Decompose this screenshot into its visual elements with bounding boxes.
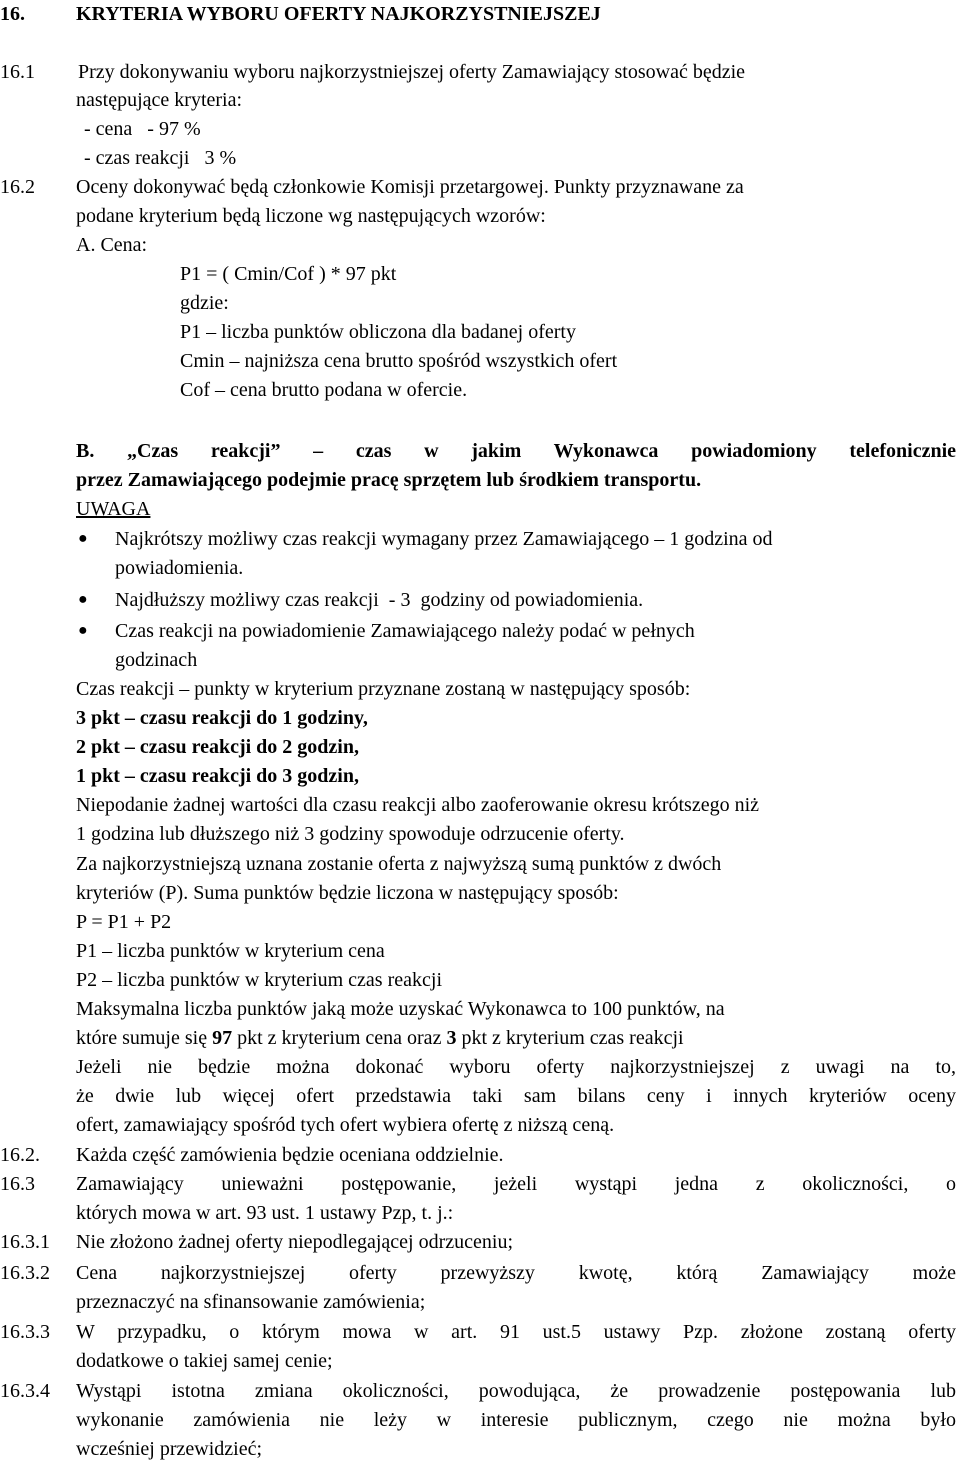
note-bullet2: Najdłuższy możliwy czas reakcji - 3 godziny od powiadomienia. xyxy=(115,589,644,611)
note-bullet1-line2: powiadomienia. xyxy=(115,557,244,579)
sum-def-p1: P1 – liczba punktów w kryterium cena xyxy=(76,940,385,962)
criterion-price: - cena - 97 % xyxy=(84,118,201,140)
section-16-2-number: 16.2 xyxy=(0,176,35,198)
section-16-3-4-number: 16.3.4 xyxy=(0,1380,50,1402)
sum-max-part3: pkt z kryterium czas reakcji xyxy=(456,1027,684,1049)
price-def-cof: Cof – cena brutto podana w ofercie. xyxy=(180,379,468,401)
section-16-3-3-number: 16.3.3 xyxy=(0,1321,50,1343)
reaction-points-2: 2 pkt – czasu reakcji do 2 godzin, xyxy=(76,736,359,758)
tie-rule-line3: ofert, zamawiający spośród tych ofert wybiera ofertę z niższą ceną. xyxy=(76,1114,615,1136)
section-16-1-number: 16.1 xyxy=(0,61,35,83)
bullet-dot-icon: ● xyxy=(78,591,88,608)
bullet-dot-icon: ● xyxy=(78,622,88,639)
section-16-3-3-line1: W przypadku, o którym mowa w art. 91 ust.5 ustawy Pzp. złożone zostaną oferty xyxy=(76,1321,956,1343)
sum-line1: Za najkorzystniejszą uznana zostanie oferta z najwyższą sumą punktów z dwóch xyxy=(76,853,722,875)
tie-rule-line2: że dwie lub więcej ofert przedstawia taki sam bilans ceny i innych kryteriów oceny xyxy=(76,1085,956,1107)
section-16-3-number: 16.3 xyxy=(0,1173,35,1195)
note-bullet1-line1: Najkrótszy możliwy czas reakcji wymagany przez Zamawiającego – 1 godzina od xyxy=(115,528,773,550)
sum-max-part1: które sumuje się xyxy=(76,1027,213,1049)
sum-max-reaction-points: 3 xyxy=(446,1027,457,1049)
section-16-2b-number: 16.2. xyxy=(0,1144,40,1166)
reaction-time-definition-line2: przez Zamawiającego podejmie pracę sprzętem lub środkiem transportu. xyxy=(76,469,702,491)
note-bullet3-line1: Czas reakcji na powiadomienie Zamawiającego należy podać w pełnych xyxy=(115,620,695,642)
price-where: gdzie: xyxy=(180,292,229,314)
heading-title: KRYTERIA WYBORU OFERTY NAJKORZYSTNIEJSZEJ xyxy=(76,3,601,25)
section-16-2-line1: Oceny dokonywać będą członkowie Komisji przetargowej. Punkty przyznawane za xyxy=(76,176,744,198)
section-16-1-line2: następujące kryteria: xyxy=(76,89,243,111)
reaction-points-1: 1 pkt – czasu reakcji do 3 godzin, xyxy=(76,765,359,787)
section-16-3-1-text: Nie złożono żadnej oferty niepodlegającej odrzuceniu; xyxy=(76,1231,514,1253)
section-16-3-1-number: 16.3.1 xyxy=(0,1231,50,1253)
reaction-rejection-line1: Niepodanie żadnej wartości dla czasu reakcji albo zaoferowanie okresu krótszego niż xyxy=(76,794,760,816)
criterion-reaction-time: - czas reakcji 3 % xyxy=(84,147,237,169)
reaction-time-definition-line1: B. „Czas reakcji” – czas w jakim Wykonawca powiadomiony telefonicznie xyxy=(76,440,956,462)
sum-def-p2: P2 – liczba punktów w kryterium czas reakcji xyxy=(76,969,442,991)
section-16-3-2-line2: przeznaczyć na sfinansowanie zamówienia; xyxy=(76,1291,426,1313)
section-16-2-line2: podane kryterium będą liczone wg następujących wzorów: xyxy=(76,205,546,227)
note-bullet3-line2: godzinach xyxy=(115,649,198,671)
reaction-points-3: 3 pkt – czasu reakcji do 1 godziny, xyxy=(76,707,368,729)
section-16-3-4-line2: wykonanie zamówienia nie leży w interesie publicznym, czego nie można było xyxy=(76,1409,956,1431)
reaction-points-intro: Czas reakcji – punkty w kryterium przyznane zostaną w następujący sposób: xyxy=(76,678,691,700)
note-heading: UWAGA xyxy=(76,498,151,520)
sum-formula: P = P1 + P2 xyxy=(76,911,172,933)
price-label: A. Cena: xyxy=(76,234,148,256)
section-16-3-2-line1: Cena najkorzystniejszej oferty przewyższy kwotę, którą Zamawiający może xyxy=(76,1262,956,1284)
section-16-2b-text: Każda część zamówienia będzie oceniana oddzielnie. xyxy=(76,1144,504,1166)
section-16-3-4-line3: wcześniej przewidzieć; xyxy=(76,1438,263,1460)
price-def-cmin: Cmin – najniższa cena brutto spośród wszystkich ofert xyxy=(180,350,618,372)
sum-max-price-points: 97 xyxy=(212,1027,233,1049)
section-16-3-line1: Zamawiający unieważni postępowanie, jeżeli wystąpi jedna z okoliczności, o xyxy=(76,1173,956,1195)
sum-max-line2 xyxy=(76,1026,684,1050)
price-def-p1: P1 – liczba punktów obliczona dla badanej oferty xyxy=(180,321,576,343)
reaction-rejection-line2: 1 godzina lub dłuższego niż 3 godziny spowoduje odrzucenie oferty. xyxy=(76,823,625,845)
sum-max-line1: Maksymalna liczba punktów jaką może uzyskać Wykonawca to 100 punktów, na xyxy=(76,998,725,1020)
section-16-3-line2: których mowa w art. 93 ust. 1 ustawy Pzp, t. j.: xyxy=(76,1202,454,1224)
section-16-1-line1: Przy dokonywaniu wyboru najkorzystniejszej oferty Zamawiający stosować będzie xyxy=(78,61,746,83)
section-16-3-4-line1: Wystąpi istotna zmiana okoliczności, powodująca, że prowadzenie postępowania lub xyxy=(76,1380,956,1402)
tie-rule-line1: Jeżeli nie będzie można dokonać wyboru oferty najkorzystniejszej z uwagi na to, xyxy=(76,1056,956,1078)
sum-max-part2: pkt z kryterium cena oraz xyxy=(232,1027,447,1049)
heading-number: 16. xyxy=(0,3,25,25)
bullet-dot-icon: ● xyxy=(78,530,88,547)
section-16-3-2-number: 16.3.2 xyxy=(0,1262,50,1284)
price-formula: P1 = ( Cmin/Cof ) * 97 pkt xyxy=(180,263,397,285)
sum-line2: kryteriów (P). Suma punktów będzie liczona w następujący sposób: xyxy=(76,882,619,904)
section-16-3-3-line2: dodatkowe o takiej samej cenie; xyxy=(76,1350,333,1372)
